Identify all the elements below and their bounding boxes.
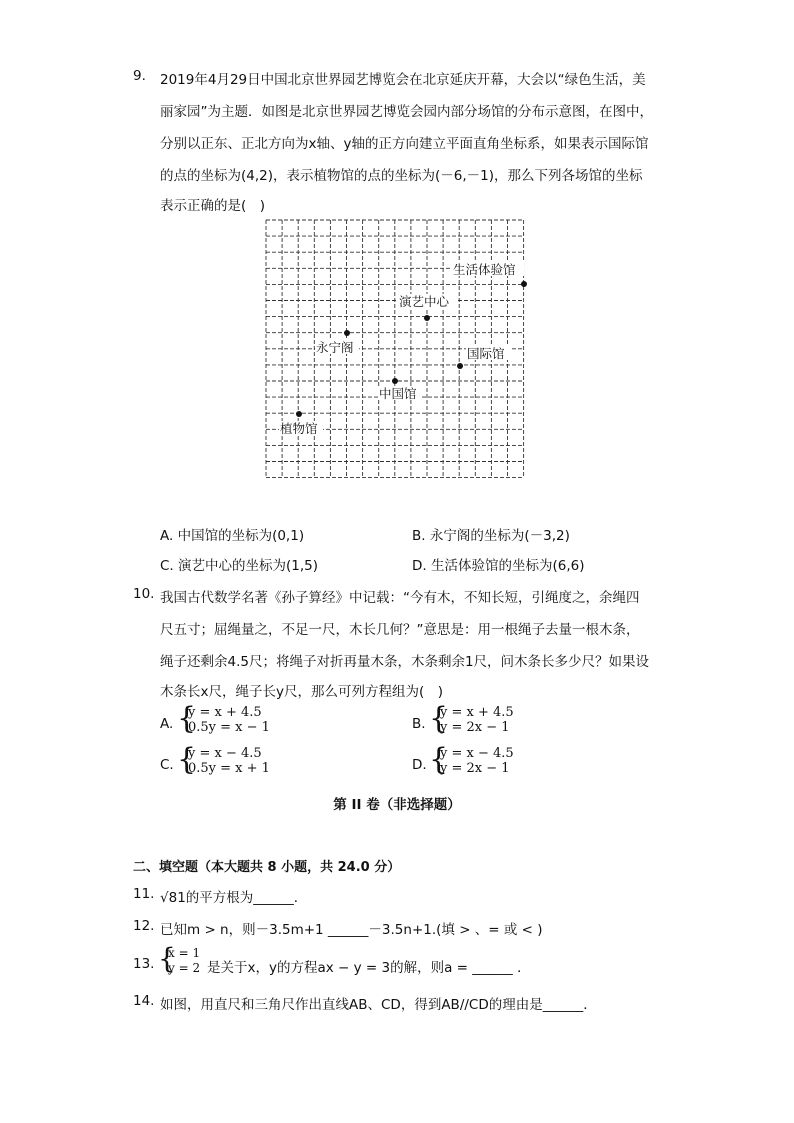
q10-line-4: 木条长x尺，绳子长y尺，那么可列方程组为( ) <box>160 684 444 700</box>
part2-header: 二、填空题（本大题共 8 小题，共 24.0 分） <box>133 860 401 875</box>
point-guoji <box>457 363 463 369</box>
q13-number: 13. <box>133 956 155 972</box>
q13-brace: { <box>158 942 176 975</box>
label-shenghuo: 生活体验馆 <box>453 262 516 277</box>
point-yongning <box>344 330 350 336</box>
venue-map <box>262 216 532 484</box>
q10-option-c-label: C. <box>160 757 174 773</box>
section-title: 第 II 卷（非选择题） <box>333 797 461 813</box>
label-yanyi: 演艺中心 <box>399 294 450 309</box>
q13-sys-eq1: x = 1 <box>168 946 201 960</box>
label-yongning: 永宁阁 <box>316 340 354 355</box>
q9-line-4: 的点的坐标为(4,2)，表示植物馆的点的坐标为(－6,－1)，那么下列各场馆的坐标 <box>160 168 643 184</box>
q11-text: √81的平方根为______． <box>160 890 308 906</box>
q10-line-3: 绳子还剩余4.5尺；将绳子对折再量木条，木条剩余1尺，问木条长多少尺？如果设 <box>160 654 650 670</box>
q14-number: 14. <box>133 993 155 1009</box>
q10-option-b-brace: { <box>429 701 449 736</box>
label-guoji: 国际馆 <box>467 346 505 361</box>
q10-option-d-eq2: y = 2x − 1 <box>440 761 510 776</box>
q10-option-d-eq1: y = x − 4.5 <box>440 746 514 761</box>
q9-line-2: 丽家园”为主题．如图是北京世界园艺博览会园内部分场馆的分布示意图，在图中， <box>160 104 653 120</box>
q10-option-b-label: B. <box>412 716 426 732</box>
q10-option-b-eq1: y = x + 4.5 <box>440 705 514 720</box>
point-yanyi <box>424 315 430 321</box>
q9-option-d: D. 生活体验馆的坐标为(6,6) <box>412 558 585 574</box>
q10-line-1: 我国古代数学名著《孙子算经》中记载：“今有木，不知长短，引绳度之，余绳四 <box>160 590 640 606</box>
q9-line-3: 分别以正东、正北方向为x轴、y轴的正方向建立平面直角坐标系，如果表示国际馆 <box>160 136 649 152</box>
q10-option-c-eq1: y = x − 4.5 <box>188 746 262 761</box>
q10-option-b-eq2: y = 2x − 1 <box>440 720 510 735</box>
q14-text: 如图，用直尺和三角尺作出直线AB、CD，得到AB//CD的理由是______． <box>160 997 597 1013</box>
q13-sys-eq2: y = 2 <box>168 961 201 975</box>
q9-option-c: C. 演艺中心的坐标为(1,5) <box>160 558 319 574</box>
q10-option-d-label: D. <box>412 757 427 773</box>
point-shenghuo <box>521 281 527 287</box>
label-zhongguo: 中国馆 <box>379 386 417 401</box>
point-zhiwu <box>296 411 302 417</box>
q9-option-a: A. 中国馆的坐标为(0,1) <box>160 528 305 544</box>
q11-number: 11. <box>133 886 155 902</box>
q10-option-d-brace: { <box>429 742 449 777</box>
q10-option-a-eq1: y = x + 4.5 <box>188 705 262 720</box>
label-zhiwu: 植物馆 <box>280 421 318 436</box>
q9-line-1: 2019年4月29日中国北京世界园艺博览会在北京延庆开幕，大会以“绿色生活，美 <box>160 72 646 88</box>
q10-line-2: 尺五寸；屈绳量之，不足一尺，木长几何？”意思是：用一根绳子去量一根木条， <box>160 622 640 638</box>
q10-option-a-label: A. <box>160 716 174 732</box>
q10-option-a-brace: { <box>177 701 197 736</box>
q13-text: 是关于x，y的方程ax − y = 3的解，则a = ______ ． <box>207 960 531 976</box>
q12-number: 12. <box>133 918 155 934</box>
q10-number: 10. <box>133 586 155 602</box>
q9-line-5: 表示正确的是( ) <box>160 198 266 214</box>
q10-option-c-eq2: 0.5y = x + 1 <box>188 761 270 776</box>
q12-text: 已知m > n，则－3.5m+1 ______－3.5n+1.(填 > 、= 或 < ) <box>160 922 543 938</box>
q10-option-c-brace: { <box>177 742 197 777</box>
q9-number: 9. <box>133 68 146 84</box>
point-zhongguo <box>392 378 398 384</box>
q10-option-a-eq2: 0.5y = x − 1 <box>188 720 270 735</box>
q9-option-b: B. 永宁阁的坐标为(－3,2) <box>412 528 570 544</box>
